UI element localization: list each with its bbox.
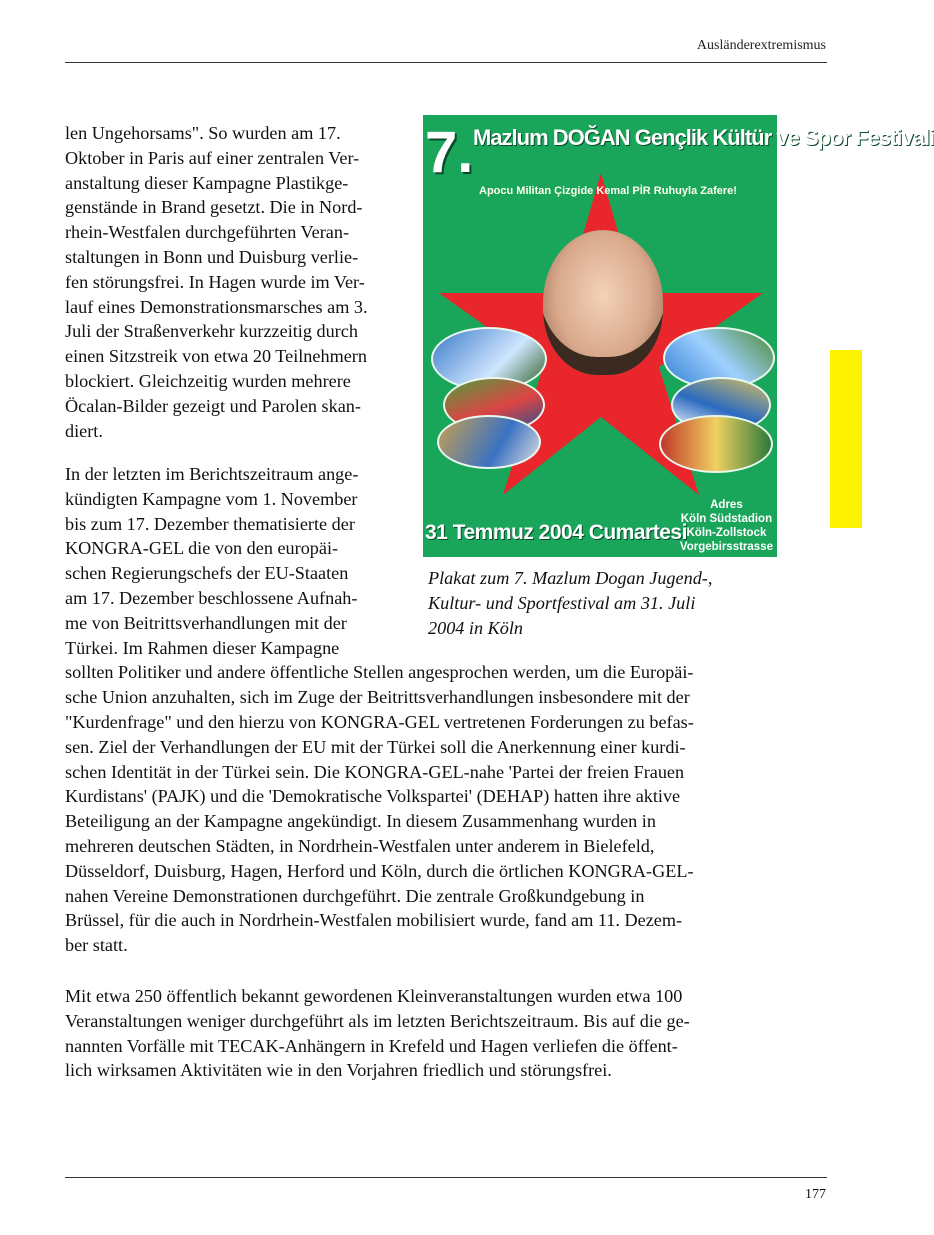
address-line: Vorgebirsstrasse xyxy=(679,541,773,553)
poster-address xyxy=(680,498,773,554)
poster-slogan: Apocu Militan Çizgide Kemal PİR Ruhuyla Zafere! xyxy=(479,185,737,197)
paragraph-1 xyxy=(65,121,368,443)
text-line: me von Beitrittsverhandlungen mit der xyxy=(65,612,347,633)
text-line: sen. Ziel der Verhandlungen der EU mit der Türkei soll die Anerkennung einer kurdi- xyxy=(65,736,686,757)
figure-caption xyxy=(428,566,712,640)
text-line: Beteiligung an der Kampagne angekündigt. In diesem Zusammenhang wurden in xyxy=(65,811,656,832)
text-line: nannten Vorfälle mit TECAK-Anhängern in Krefeld und Hagen verliefen die öffent- xyxy=(65,1035,678,1056)
caption-line: Kultur- und Sportfestival am 31. Juli xyxy=(428,592,696,613)
text-line: lich wirksamen Aktivitäten wie in den Vorjahren friedlich und störungsfrei. xyxy=(65,1060,612,1081)
text-line: Oktober in Paris auf einer zentralen Ver- xyxy=(65,147,360,168)
text-line: sche Union anzuhalten, sich im Zuge der Beitrittsverhandlungen insbesondere mit der xyxy=(65,687,690,708)
text-line: am 17. Dezember beschlossene Aufnah- xyxy=(65,587,358,608)
text-line: schen Regierungschefs der EU-Staaten xyxy=(65,563,349,584)
text-line: blockiert. Gleichzeitig wurden mehrere xyxy=(65,370,351,391)
text-line: fen störungsfrei. In Hagen wurde im Ver- xyxy=(65,271,365,292)
text-line: In der letzten im Berichtszeitraum ange- xyxy=(65,464,359,484)
text-line: diert. xyxy=(65,420,103,441)
text-line: staltungen in Bonn und Duisburg verlie- xyxy=(65,246,359,267)
text-line: len Ungehorsams". So wurden am 17. xyxy=(65,123,341,143)
text-line: Kurdistans' (PAJK) und die 'Demokratische Volkspartei' (DEHAP) hatten ihre aktive xyxy=(65,786,681,807)
text-line: bis zum 17. Dezember thematisierte der xyxy=(65,513,355,534)
text-line: Öcalan-Bilder gezeigt und Parolen skan- xyxy=(65,395,361,416)
text-line: Mit etwa 250 öffentlich bekannt gewordenen Kleinveranstaltungen wurden etwa 100 xyxy=(65,986,683,1006)
text-line: sollten Politiker und andere öffentliche Stellen angesprochen werden, um die Europäi- xyxy=(65,662,694,683)
portrait-photo xyxy=(543,230,663,375)
text-line: lauf eines Demonstrationsmarsches am 3. xyxy=(65,296,368,317)
text-line: mehreren deutschen Städten, in Nordrhein-Westfalen unter anderem in Bielefeld, xyxy=(65,835,655,856)
poster-title: Mazlum DOĞAN Gençlik Kültür ve Spor Festivali xyxy=(473,125,934,150)
text-line: anstaltung dieser Kampagne Plastikge- xyxy=(65,172,349,193)
page-number: 177 xyxy=(805,1187,826,1202)
text-line: Brüssel, für die auch in Nordrhein-Westfalen mobilisiert wurde, fand am 11. Dezem- xyxy=(65,910,683,931)
paragraph-3 xyxy=(65,984,690,1083)
sport-photo xyxy=(437,415,541,469)
text-line: Düsseldorf, Duisburg, Hagen, Herford und Köln, durch die örtlichen KONGRA-GEL- xyxy=(65,860,694,881)
address-line: Köln-Zollstock xyxy=(686,527,767,539)
poster-number: 7. xyxy=(425,120,474,185)
footer-rule xyxy=(65,1177,827,1178)
address-line: Adres xyxy=(710,499,743,511)
header-rule xyxy=(65,62,827,63)
text-line: rhein-Westfalen durchgeführten Veran- xyxy=(65,222,350,243)
text-line: "Kurdenfrage" und den hierzu von KONGRA-GEL vertretenen Forderungen zu befas- xyxy=(65,711,694,732)
caption-line: 2004 in Köln xyxy=(428,617,523,638)
text-line: kündigten Kampagne vom 1. November xyxy=(65,488,358,509)
text-line: schen Identität in der Türkei sein. Die KONGRA-GEL-nahe 'Partei der freien Frauen xyxy=(65,761,685,782)
text-line: einen Sitzstreik von etwa 20 Teilnehmern xyxy=(65,346,367,367)
caption-line: Plakat zum 7. Mazlum Dogan Jugend-, xyxy=(428,568,713,588)
text-line: ber statt. xyxy=(65,935,128,956)
chapter-marker-tab xyxy=(830,350,862,528)
poster-date: 31 Temmuz 2004 Cumartesi xyxy=(425,521,687,544)
text-line: Türkei. Im Rahmen dieser Kampagne xyxy=(65,637,340,658)
running-header: Ausländerextremismus xyxy=(696,38,826,53)
text-line: genstände in Brand gesetzt. Die in Nord- xyxy=(65,197,363,218)
text-line: nahen Vereine Demonstrationen durchgeführt. Die zentrale Großkundgebung in xyxy=(65,885,645,906)
text-line: Juli der Straßenverkehr kurzzeitig durch xyxy=(65,321,358,342)
text-line: KONGRA-GEL die von den europäi- xyxy=(65,538,339,559)
festival-poster-image xyxy=(423,115,934,557)
address-line: Köln Südstadion xyxy=(680,513,773,525)
text-line: Veranstaltungen weniger durchgeführt als im letzten Berichtszeitraum. Bis auf die ge- xyxy=(65,1010,690,1031)
sport-photo xyxy=(659,415,773,473)
